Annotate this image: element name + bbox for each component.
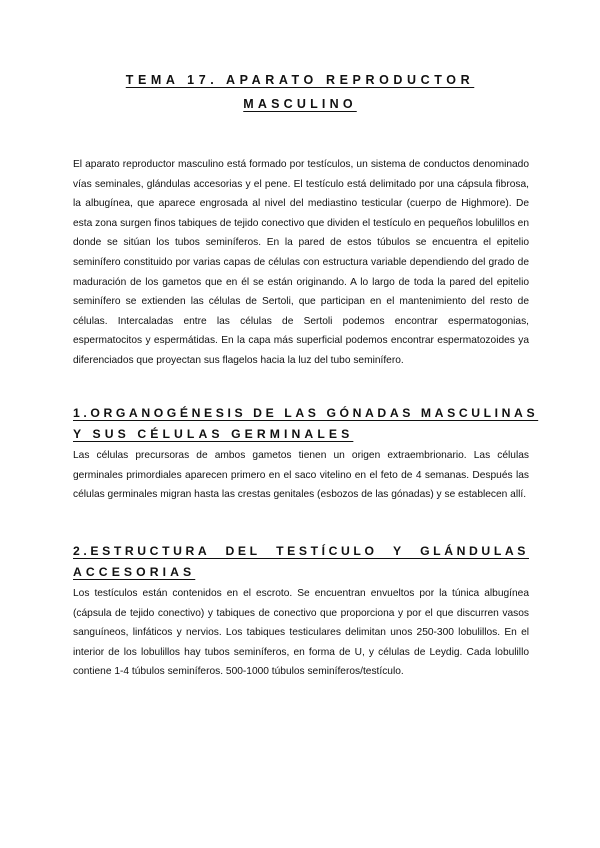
section-2-paragraph: Los testículos están contenidos en el escroto. Se encuentran envueltos por la túnica albugínea (cápsula de tejido conectivo) y tabiques de conectivo que proporciona y por el que discurren vasos sanguíneos, linfáticos y nervios. Los tabiques testiculares delimitan unos 250-300 lobulillos. En el interior de los lobulillos hay tubos seminíferos, en forma de U, y células de Leydig. Cada lobulillo contiene 1-4 túbulos seminíferos. 500-1000 túbulos seminíferos/testículo. bbox=[73, 588, 529, 678]
section-1-paragraph: Las células precursoras de ambos gametos tienen un origen extraembrionario. Las células germinales primordiales aparecen primero en el saco vitelino en el feto de 4 semanas. Después las células germinales migran hasta las crestas genitales (esbozos de las gónadas) y se establecen allí. bbox=[73, 450, 529, 501]
document-title-line-2: MASCULINO bbox=[243, 97, 357, 111]
section-2-heading-line-1: 2.ESTRUCTURA DEL TESTÍCULO Y GLÁNDULAS bbox=[73, 544, 529, 558]
section-2-heading-line-2: ACCESORIAS bbox=[73, 565, 196, 579]
section-1-heading-line-1: 1.ORGANOGÉNESIS DE LAS GÓNADAS MASCULINAS bbox=[73, 406, 539, 420]
section-1-heading-line-2: Y SUS CÉLULAS GERMINALES bbox=[73, 427, 354, 441]
section-2-heading bbox=[73, 541, 529, 583]
section-1-heading bbox=[73, 403, 539, 445]
document-title-line-1: TEMA 17. APARATO REPRODUCTOR bbox=[125, 73, 475, 87]
intro-paragraph: El aparato reproductor masculino está formado por testículos, un sistema de conductos denominado vías seminales, glándulas accesorias y el pene. El testículo está delimitado por una cápsula fibrosa, la albugínea, que aparece engrosada al nivel del mediastino testicular (cuerpo de Highmore). De esta zona surgen finos tabiques de tejido conectivo que dividen el testículo en pequeños lobulillos en donde se sitúan los tubos seminíferos. En la pared de estos túbulos se encuentra el epitelio seminífero constituido por varias capas de células con estructura variable dependiendo del grado de maduración de los gametos que en él se están originando. A lo largo de toda la pared del epitelio seminífero se extienden las células de Sertoli, que participan en el mantenimiento del resto de células. Intercaladas entre las células de Sertoli podemos encontrar espermatogonias, espermatocitos y espermátidas. En la capa más superficial podemos encontrar espermatozoides ya diferenciados que proyectan sus flagelos hacia la luz del tubo seminífero. bbox=[73, 159, 529, 366]
